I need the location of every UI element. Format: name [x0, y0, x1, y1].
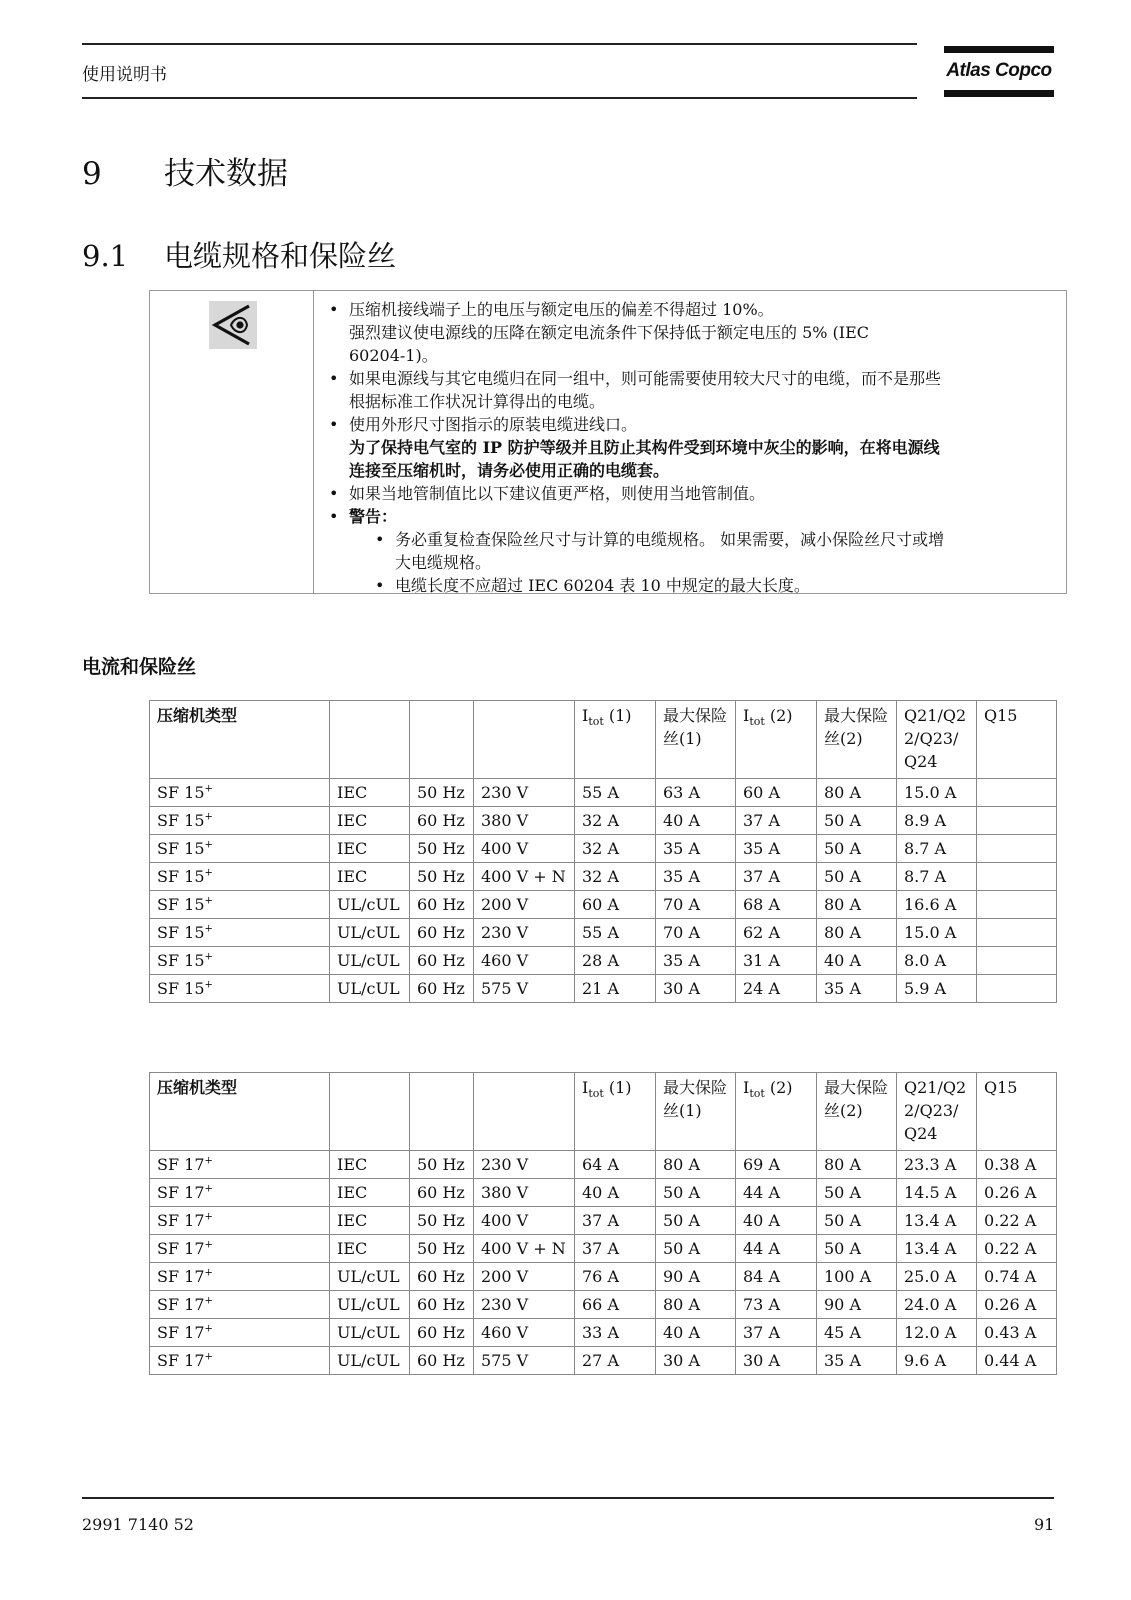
- cell-max-fuse-2: 35 A: [817, 975, 897, 1003]
- header-empty-cell: [474, 1073, 575, 1151]
- fuse-table-sf17: [149, 1072, 1057, 1375]
- cell-q15: 0.44 A: [977, 1347, 1057, 1375]
- table-header-row: [150, 701, 1057, 779]
- cell-standard: UL/cUL: [330, 891, 410, 919]
- logo-bottom-bar: [944, 90, 1054, 97]
- cell-itot-1: 32 A: [575, 835, 656, 863]
- cell-standard: UL/cUL: [330, 1291, 410, 1319]
- header-compressor-type: 压缩机类型: [150, 1073, 330, 1151]
- table-row: [150, 975, 1057, 1003]
- cell-frequency: 60 Hz: [410, 891, 474, 919]
- cell-max-fuse-1: 90 A: [656, 1263, 736, 1291]
- header-itot-2: $I_{tot}$ (2): [736, 701, 817, 779]
- section-heading: [82, 234, 396, 275]
- cell-itot-2: 31 A: [736, 947, 817, 975]
- cell-frequency: 50 Hz: [410, 1235, 474, 1263]
- cell-frequency: 50 Hz: [410, 1207, 474, 1235]
- cell-q15: 0.22 A: [977, 1235, 1057, 1263]
- cell-standard: IEC: [330, 1179, 410, 1207]
- cell-voltage: 400 V + N: [474, 1235, 575, 1263]
- cell-max-fuse-1: 63 A: [656, 779, 736, 807]
- cell-itot-1: 66 A: [575, 1291, 656, 1319]
- header-q15: Q15: [977, 1073, 1057, 1151]
- cell-max-fuse-1: 70 A: [656, 919, 736, 947]
- cell-max-fuse-1: 35 A: [656, 863, 736, 891]
- table-row: [150, 947, 1057, 975]
- header-max-fuse-2: 最大保险丝(2): [817, 1073, 897, 1151]
- cell-q15: 0.43 A: [977, 1319, 1057, 1347]
- cell-q15: 0.22 A: [977, 1207, 1057, 1235]
- cell-itot-2: 44 A: [736, 1235, 817, 1263]
- cell-max-fuse-2: 80 A: [817, 891, 897, 919]
- table-row: [150, 1207, 1057, 1235]
- chapter-heading: [82, 148, 288, 193]
- cell-max-fuse-2: 45 A: [817, 1319, 897, 1347]
- cell-max-fuse-2: 80 A: [817, 1151, 897, 1179]
- cell-max-fuse-1: 30 A: [656, 1347, 736, 1375]
- cell-itot-2: 40 A: [736, 1207, 817, 1235]
- cell-itot-1: 64 A: [575, 1151, 656, 1179]
- cell-max-fuse-2: 40 A: [817, 947, 897, 975]
- cell-q15: [977, 863, 1057, 891]
- cell-max-fuse-2: 50 A: [817, 1179, 897, 1207]
- cell-max-fuse-1: 30 A: [656, 975, 736, 1003]
- logo-text: Atlas Copco: [946, 60, 1052, 81]
- table-row: [150, 779, 1057, 807]
- header-max-fuse-1: 最大保险丝(1): [656, 701, 736, 779]
- notice-item: • 使用外形尺寸图指示的原装电缆进线口。 为了保持电气室的 IP 防护等级并且防止其构件受到环境中灰尘的影响，在将电源线 连接至压缩机时，请务必使用正确的电缆套。: [325, 413, 1055, 482]
- notice-box: [149, 290, 1067, 594]
- cell-q-group: 14.5 A: [897, 1179, 977, 1207]
- cell-voltage: 460 V: [474, 947, 575, 975]
- cell-itot-1: 37 A: [575, 1235, 656, 1263]
- cell-max-fuse-1: 40 A: [656, 807, 736, 835]
- cell-voltage: 230 V: [474, 1151, 575, 1179]
- cell-frequency: 60 Hz: [410, 975, 474, 1003]
- cell-compressor-type: SF 17+: [150, 1319, 330, 1347]
- cell-max-fuse-1: 50 A: [656, 1235, 736, 1263]
- notice-icon-cell: [150, 291, 314, 593]
- fuse-table-sf15: [149, 700, 1057, 1003]
- section-number: 9.1: [82, 239, 129, 273]
- table-row: [150, 1291, 1057, 1319]
- cell-max-fuse-2: 50 A: [817, 835, 897, 863]
- company-logo: [944, 46, 1054, 100]
- cell-max-fuse-2: 50 A: [817, 1207, 897, 1235]
- notice-item: • 如果电源线与其它电缆归在同一组中，则可能需要使用较大尺寸的电缆，而不是那些 根据标准工作状况计算得出的电缆。: [325, 367, 1055, 413]
- cell-standard: IEC: [330, 1151, 410, 1179]
- cell-voltage: 380 V: [474, 1179, 575, 1207]
- notice-item: • 如果当地管制值比以下建议值更严格，则使用当地管制值。: [325, 482, 1055, 505]
- cell-itot-1: 40 A: [575, 1179, 656, 1207]
- cell-q-group: 13.4 A: [897, 1235, 977, 1263]
- cell-standard: IEC: [330, 779, 410, 807]
- cell-compressor-type: SF 17+: [150, 1291, 330, 1319]
- cell-frequency: 50 Hz: [410, 779, 474, 807]
- cell-max-fuse-1: 50 A: [656, 1179, 736, 1207]
- cell-compressor-type: SF 17+: [150, 1235, 330, 1263]
- cell-frequency: 60 Hz: [410, 1263, 474, 1291]
- cell-itot-1: 32 A: [575, 863, 656, 891]
- cell-compressor-type: SF 15+: [150, 779, 330, 807]
- cell-voltage: 230 V: [474, 1291, 575, 1319]
- cell-standard: UL/cUL: [330, 1319, 410, 1347]
- cell-itot-1: 76 A: [575, 1263, 656, 1291]
- table-row: [150, 835, 1057, 863]
- cell-standard: UL/cUL: [330, 975, 410, 1003]
- table-row: [150, 891, 1057, 919]
- cell-compressor-type: SF 17+: [150, 1347, 330, 1375]
- warning-item: • 电缆长度不应超过 IEC 60204 表 10 中规定的最大长度。: [371, 574, 1055, 597]
- cell-voltage: 400 V: [474, 835, 575, 863]
- cell-q15: [977, 947, 1057, 975]
- cell-q-group: 24.0 A: [897, 1291, 977, 1319]
- cell-standard: UL/cUL: [330, 1347, 410, 1375]
- currents-fuses-heading: 电流和保险丝: [82, 656, 197, 678]
- table-row: [150, 1235, 1057, 1263]
- header-title: 使用说明书: [82, 65, 167, 85]
- cell-q15: [977, 919, 1057, 947]
- cell-itot-2: 62 A: [736, 919, 817, 947]
- page-number: 91: [1034, 1515, 1055, 1534]
- cell-frequency: 50 Hz: [410, 835, 474, 863]
- cell-frequency: 60 Hz: [410, 1291, 474, 1319]
- cell-itot-1: 55 A: [575, 779, 656, 807]
- cell-frequency: 50 Hz: [410, 863, 474, 891]
- cell-compressor-type: SF 17+: [150, 1179, 330, 1207]
- cell-frequency: 60 Hz: [410, 919, 474, 947]
- cell-max-fuse-1: 70 A: [656, 891, 736, 919]
- cell-max-fuse-2: 80 A: [817, 779, 897, 807]
- header-q15: Q15: [977, 701, 1057, 779]
- cell-compressor-type: SF 17+: [150, 1263, 330, 1291]
- cell-itot-1: 55 A: [575, 919, 656, 947]
- table-row: [150, 1319, 1057, 1347]
- warning-list: [349, 528, 1055, 597]
- header-empty-cell: [474, 701, 575, 779]
- header-top-rule: [82, 43, 917, 45]
- cell-frequency: 60 Hz: [410, 1347, 474, 1375]
- cell-itot-1: 60 A: [575, 891, 656, 919]
- cell-q15: 0.74 A: [977, 1263, 1057, 1291]
- cell-q-group: 5.9 A: [897, 975, 977, 1003]
- cell-itot-2: 73 A: [736, 1291, 817, 1319]
- cell-itot-1: 28 A: [575, 947, 656, 975]
- notice-list: [325, 298, 1055, 597]
- cell-compressor-type: SF 17+: [150, 1207, 330, 1235]
- cell-q15: [977, 891, 1057, 919]
- cell-compressor-type: SF 15+: [150, 919, 330, 947]
- cell-compressor-type: SF 17+: [150, 1151, 330, 1179]
- cell-itot-2: 30 A: [736, 1347, 817, 1375]
- cell-itot-1: 37 A: [575, 1207, 656, 1235]
- table-row: [150, 1179, 1057, 1207]
- cell-max-fuse-1: 40 A: [656, 1319, 736, 1347]
- header-max-fuse-2: 最大保险丝(2): [817, 701, 897, 779]
- cell-itot-2: 24 A: [736, 975, 817, 1003]
- cell-voltage: 200 V: [474, 891, 575, 919]
- cell-standard: UL/cUL: [330, 919, 410, 947]
- cell-max-fuse-1: 80 A: [656, 1151, 736, 1179]
- cell-standard: UL/cUL: [330, 1263, 410, 1291]
- document-number: 2991 7140 52: [82, 1515, 194, 1534]
- header-empty-cell: [330, 701, 410, 779]
- cell-frequency: 60 Hz: [410, 807, 474, 835]
- table-row: [150, 919, 1057, 947]
- cell-itot-2: 37 A: [736, 1319, 817, 1347]
- chapter-number: 9: [82, 156, 102, 192]
- header-max-fuse-1: 最大保险丝(1): [656, 1073, 736, 1151]
- table-row: [150, 807, 1057, 835]
- table-header-row: [150, 1073, 1057, 1151]
- cell-q-group: 15.0 A: [897, 779, 977, 807]
- cell-q-group: 8.7 A: [897, 863, 977, 891]
- cell-itot-1: 21 A: [575, 975, 656, 1003]
- cell-q-group: 13.4 A: [897, 1207, 977, 1235]
- cell-frequency: 60 Hz: [410, 947, 474, 975]
- cell-q-group: 16.6 A: [897, 891, 977, 919]
- cell-max-fuse-2: 35 A: [817, 1347, 897, 1375]
- cell-max-fuse-1: 80 A: [656, 1291, 736, 1319]
- header-empty-cell: [410, 1073, 474, 1151]
- cell-itot-2: 84 A: [736, 1263, 817, 1291]
- cell-compressor-type: SF 15+: [150, 891, 330, 919]
- section-title: 电缆规格和保险丝: [164, 239, 397, 273]
- table-row: [150, 1151, 1057, 1179]
- cell-itot-2: 60 A: [736, 779, 817, 807]
- cell-voltage: 380 V: [474, 807, 575, 835]
- footer-rule: [82, 1497, 1054, 1499]
- cell-compressor-type: SF 15+: [150, 863, 330, 891]
- cell-frequency: 50 Hz: [410, 1151, 474, 1179]
- cell-itot-2: 44 A: [736, 1179, 817, 1207]
- cell-q15: [977, 835, 1057, 863]
- cell-standard: IEC: [330, 1235, 410, 1263]
- notice-warning-item: [325, 505, 1055, 597]
- cell-max-fuse-2: 50 A: [817, 1235, 897, 1263]
- cell-itot-2: 35 A: [736, 835, 817, 863]
- cell-itot-1: 32 A: [575, 807, 656, 835]
- table-row: [150, 1263, 1057, 1291]
- cell-q-group: 12.0 A: [897, 1319, 977, 1347]
- notice-item: • 压缩机接线端子上的电压与额定电压的偏差不得超过 10%。 强烈建议使电源线的压降在额定电流条件下保持低于额定电压的 5% (IEC 60204-1)。: [325, 298, 1055, 367]
- cell-itot-2: 37 A: [736, 807, 817, 835]
- cell-voltage: 575 V: [474, 1347, 575, 1375]
- cell-q-group: 8.7 A: [897, 835, 977, 863]
- cell-q15: [977, 975, 1057, 1003]
- cell-q-group: 25.0 A: [897, 1263, 977, 1291]
- cell-max-fuse-1: 35 A: [656, 947, 736, 975]
- eye-warning-icon: [209, 301, 257, 349]
- header-itot-1: $I_{tot}$ (1): [575, 1073, 656, 1151]
- cell-max-fuse-2: 50 A: [817, 807, 897, 835]
- cell-voltage: 230 V: [474, 779, 575, 807]
- header-bottom-rule: [82, 97, 917, 99]
- cell-max-fuse-2: 100 A: [817, 1263, 897, 1291]
- table-row: [150, 1347, 1057, 1375]
- header-q-group: Q21/Q22/Q23/Q24: [897, 1073, 977, 1151]
- cell-compressor-type: SF 15+: [150, 947, 330, 975]
- cell-voltage: 200 V: [474, 1263, 575, 1291]
- header-empty-cell: [410, 701, 474, 779]
- chapter-title: 技术数据: [164, 156, 288, 192]
- cell-q15: [977, 807, 1057, 835]
- header-compressor-type: 压缩机类型: [150, 701, 330, 779]
- cell-q15: [977, 779, 1057, 807]
- cell-voltage: 400 V + N: [474, 863, 575, 891]
- cell-standard: IEC: [330, 1207, 410, 1235]
- cell-compressor-type: SF 15+: [150, 835, 330, 863]
- cell-standard: IEC: [330, 807, 410, 835]
- cell-q15: 0.38 A: [977, 1151, 1057, 1179]
- cell-max-fuse-2: 50 A: [817, 863, 897, 891]
- cell-q-group: 9.6 A: [897, 1347, 977, 1375]
- header-itot-1: $I_{tot}$ (1): [575, 701, 656, 779]
- cell-standard: IEC: [330, 863, 410, 891]
- cell-itot-2: 37 A: [736, 863, 817, 891]
- cell-itot-2: 68 A: [736, 891, 817, 919]
- cell-itot-2: 69 A: [736, 1151, 817, 1179]
- cell-frequency: 60 Hz: [410, 1319, 474, 1347]
- header-empty-cell: [330, 1073, 410, 1151]
- cell-compressor-type: SF 15+: [150, 807, 330, 835]
- cell-max-fuse-1: 50 A: [656, 1207, 736, 1235]
- cell-q-group: 15.0 A: [897, 919, 977, 947]
- cell-q-group: 23.3 A: [897, 1151, 977, 1179]
- cell-q-group: 8.9 A: [897, 807, 977, 835]
- cell-itot-1: 27 A: [575, 1347, 656, 1375]
- logo-top-bar: [944, 46, 1054, 53]
- warning-label: • 警告：: [349, 507, 398, 526]
- header-itot-2: $I_{tot}$ (2): [736, 1073, 817, 1151]
- cell-max-fuse-1: 35 A: [656, 835, 736, 863]
- cell-voltage: 575 V: [474, 975, 575, 1003]
- cell-max-fuse-2: 90 A: [817, 1291, 897, 1319]
- cell-q15: 0.26 A: [977, 1179, 1057, 1207]
- cell-voltage: 400 V: [474, 1207, 575, 1235]
- cell-q15: 0.26 A: [977, 1291, 1057, 1319]
- cell-itot-1: 33 A: [575, 1319, 656, 1347]
- cell-max-fuse-2: 80 A: [817, 919, 897, 947]
- cell-voltage: 460 V: [474, 1319, 575, 1347]
- cell-compressor-type: SF 15+: [150, 975, 330, 1003]
- table-row: [150, 863, 1057, 891]
- header-q-group: Q21/Q22/Q23/Q24: [897, 701, 977, 779]
- cell-standard: UL/cUL: [330, 947, 410, 975]
- cell-q-group: 8.0 A: [897, 947, 977, 975]
- cell-voltage: 230 V: [474, 919, 575, 947]
- cell-frequency: 60 Hz: [410, 1179, 474, 1207]
- cell-standard: IEC: [330, 835, 410, 863]
- warning-item: • 务必重复检查保险丝尺寸与计算的电缆规格。 如果需要，减小保险丝尺寸或增 大电缆规格。: [371, 528, 1055, 574]
